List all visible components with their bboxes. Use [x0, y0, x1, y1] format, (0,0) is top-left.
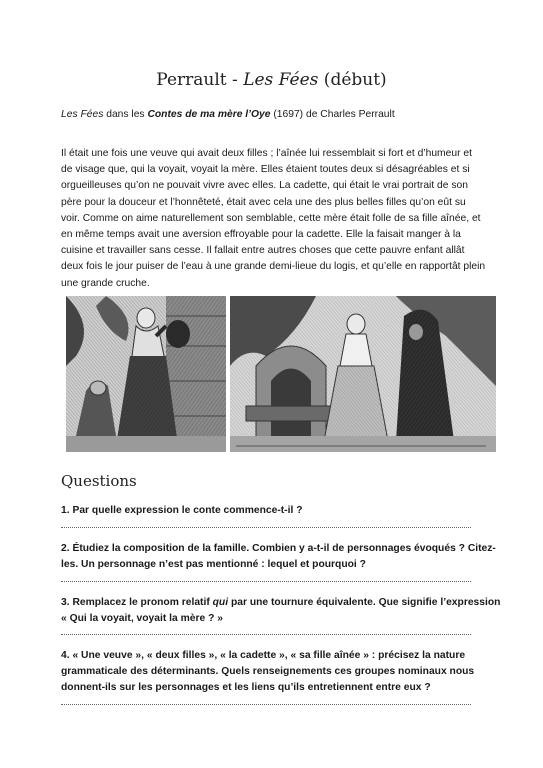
- question-1: [61, 503, 491, 519]
- story-paragraph: [61, 146, 491, 292]
- answer-line-4[interactable]: [61, 704, 471, 706]
- source-work: Les Fées: [61, 109, 104, 120]
- source-mid2: (1697) de Charles Perrault: [270, 109, 395, 120]
- question-4-line: donnent-ils sur les personnages et les liens qu’ils entretiennent entre eux ?: [61, 682, 431, 693]
- paragraph-line: Il était une fois une veuve qui avait deux filles ; l’aînée lui ressemblait si fort et d’humeur et: [61, 148, 472, 159]
- question-3-text-b: par une tournure équivalente. Que signifie l’expression: [228, 597, 501, 608]
- title-work: Les Fées: [243, 70, 319, 90]
- paragraph-line: cuisine et travailler sans cesse. Il fallait entre autres choses que cette pauvre enfant allât: [61, 245, 465, 257]
- paragraph-line: de visage que, qui la voyait, voyait la mère. Elles étaient toutes deux si désagréables et si: [61, 164, 470, 176]
- title-author: Perrault -: [156, 70, 244, 90]
- answer-line-2[interactable]: [61, 581, 471, 583]
- page-title: [0, 70, 543, 90]
- engraving-illustration: [66, 296, 496, 452]
- question-2-line: 2. Étudiez la composition de la famille. Combien y a-t-il de personnages évoqués ? Citez-: [61, 543, 496, 554]
- question-3-emphasis: qui: [212, 597, 229, 608]
- paragraph-line: en même temps avait une aversion effroyable pour la cadette. Elle la faisait manger à la: [61, 228, 461, 240]
- question-4: [61, 648, 491, 696]
- question-4-line: 4. « Une veuve », « deux filles », « la cadette », « sa fille aînée » : précisez la nature: [61, 650, 466, 661]
- question-1-line: 1. Par quelle expression le conte commence-t-il ?: [61, 505, 303, 516]
- source-collection: Contes de ma mère l’Oye: [147, 109, 271, 120]
- answer-line-1[interactable]: [61, 527, 471, 529]
- right-engraving-panel: [230, 296, 496, 452]
- question-3-line: [61, 595, 501, 611]
- questions-heading: Questions: [61, 472, 137, 490]
- left-engraving-panel: [66, 296, 226, 452]
- paragraph-line: orgueilleuses qu’on ne pouvait vivre avec elles. La cadette, qui était le vrai portrait de son: [61, 180, 468, 192]
- question-2: [61, 541, 496, 573]
- question-2-line: les. Un personnage n’est pas mentionné : lequel et pourquoi ?: [61, 559, 366, 570]
- paragraph-line: deux fois le jour puiser de l’eau à une grande demi-lieue du logis, et qu’elle en rapportât plein: [61, 261, 486, 273]
- title-suffix: (début): [318, 70, 387, 90]
- question-3-text-a: 3. Remplacez le pronom relatif: [61, 597, 213, 608]
- answer-line-3[interactable]: [61, 634, 471, 636]
- paragraph-line: voir. Comme on aime naturellement son semblable, cette mère était folle de sa fille aînée, et: [61, 212, 481, 224]
- question-4-line: grammaticale des déterminants. Quels renseignements ces groupes nominaux nous: [61, 666, 475, 677]
- question-3: [61, 595, 501, 627]
- paragraph-line: père pour la douceur et l’honnêteté, était avec cela une des plus belles filles qu’on eût su: [61, 196, 466, 208]
- source-line: [61, 107, 491, 122]
- paragraph-line: une grande cruche.: [61, 277, 150, 289]
- source-mid1: dans les: [103, 109, 148, 120]
- question-3-line: « Qui la voyait, voyait la mère ? »: [61, 613, 223, 624]
